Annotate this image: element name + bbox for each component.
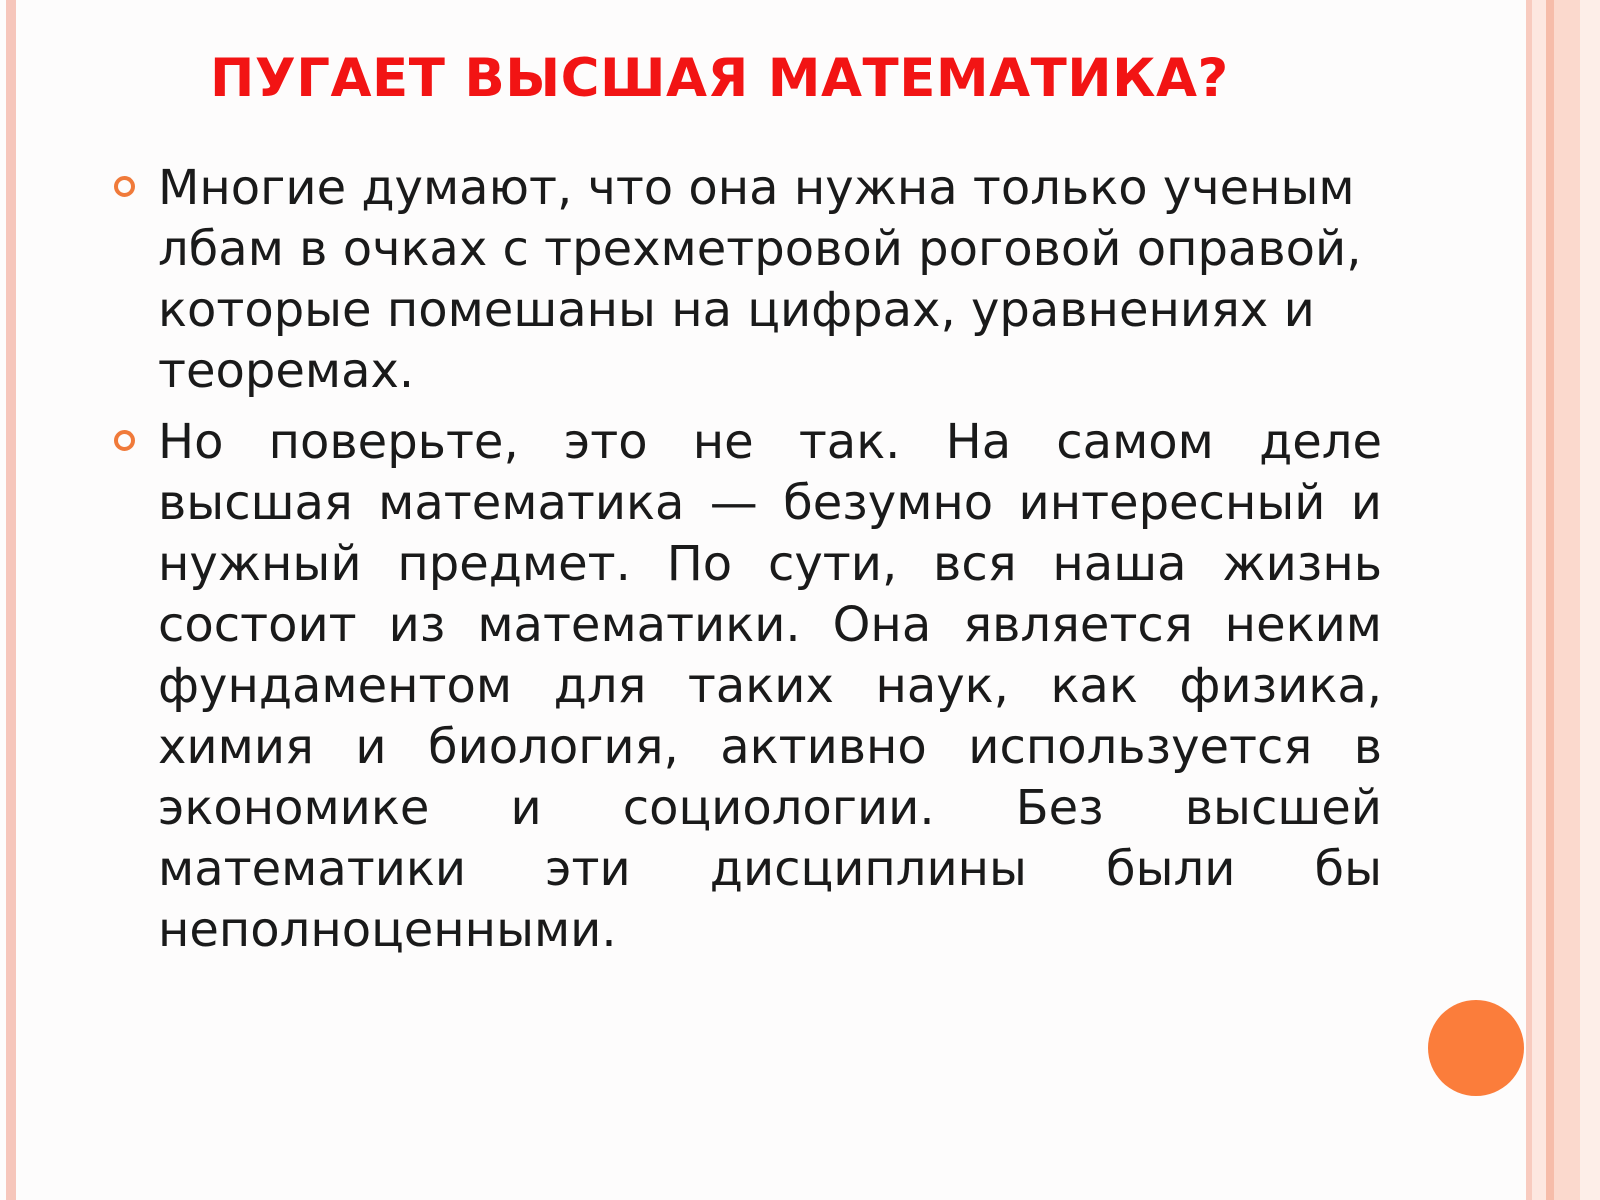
slide-title: ПУГАЕТ ВЫСШАЯ МАТЕМАТИКА?	[210, 48, 1229, 109]
right-decor-stripe	[1554, 0, 1580, 1200]
bullet-item	[110, 158, 1382, 402]
right-decor-stripe	[1546, 0, 1554, 1200]
left-border-stripe	[6, 0, 16, 1200]
bullet-text: Многие думают, что она нужна только ученым лбам в очках с трехметровой роговой оправой, которые помешаны на цифрах, уравнениях и теоремах.	[158, 160, 1362, 399]
bullet-item	[110, 412, 1382, 961]
right-decor-stripe	[1532, 0, 1546, 1200]
right-decor-stripe	[1580, 0, 1600, 1200]
bullet-list	[110, 158, 1382, 971]
orange-circle-decoration	[1428, 1000, 1524, 1096]
ring-bullet-icon	[114, 176, 135, 197]
bullet-text: Но поверьте, это не так. На самом деле высшая математика — безумно интересный и нужный предмет. По сути, вся наша жизнь состоит из математики. Она является неким фундаментом для таких наук, как физика, химия и биология, активно используется в экономике и социологии. Без высшей математики эти дисциплины были бы неполноценными.	[158, 414, 1382, 958]
ring-bullet-icon	[114, 430, 135, 451]
